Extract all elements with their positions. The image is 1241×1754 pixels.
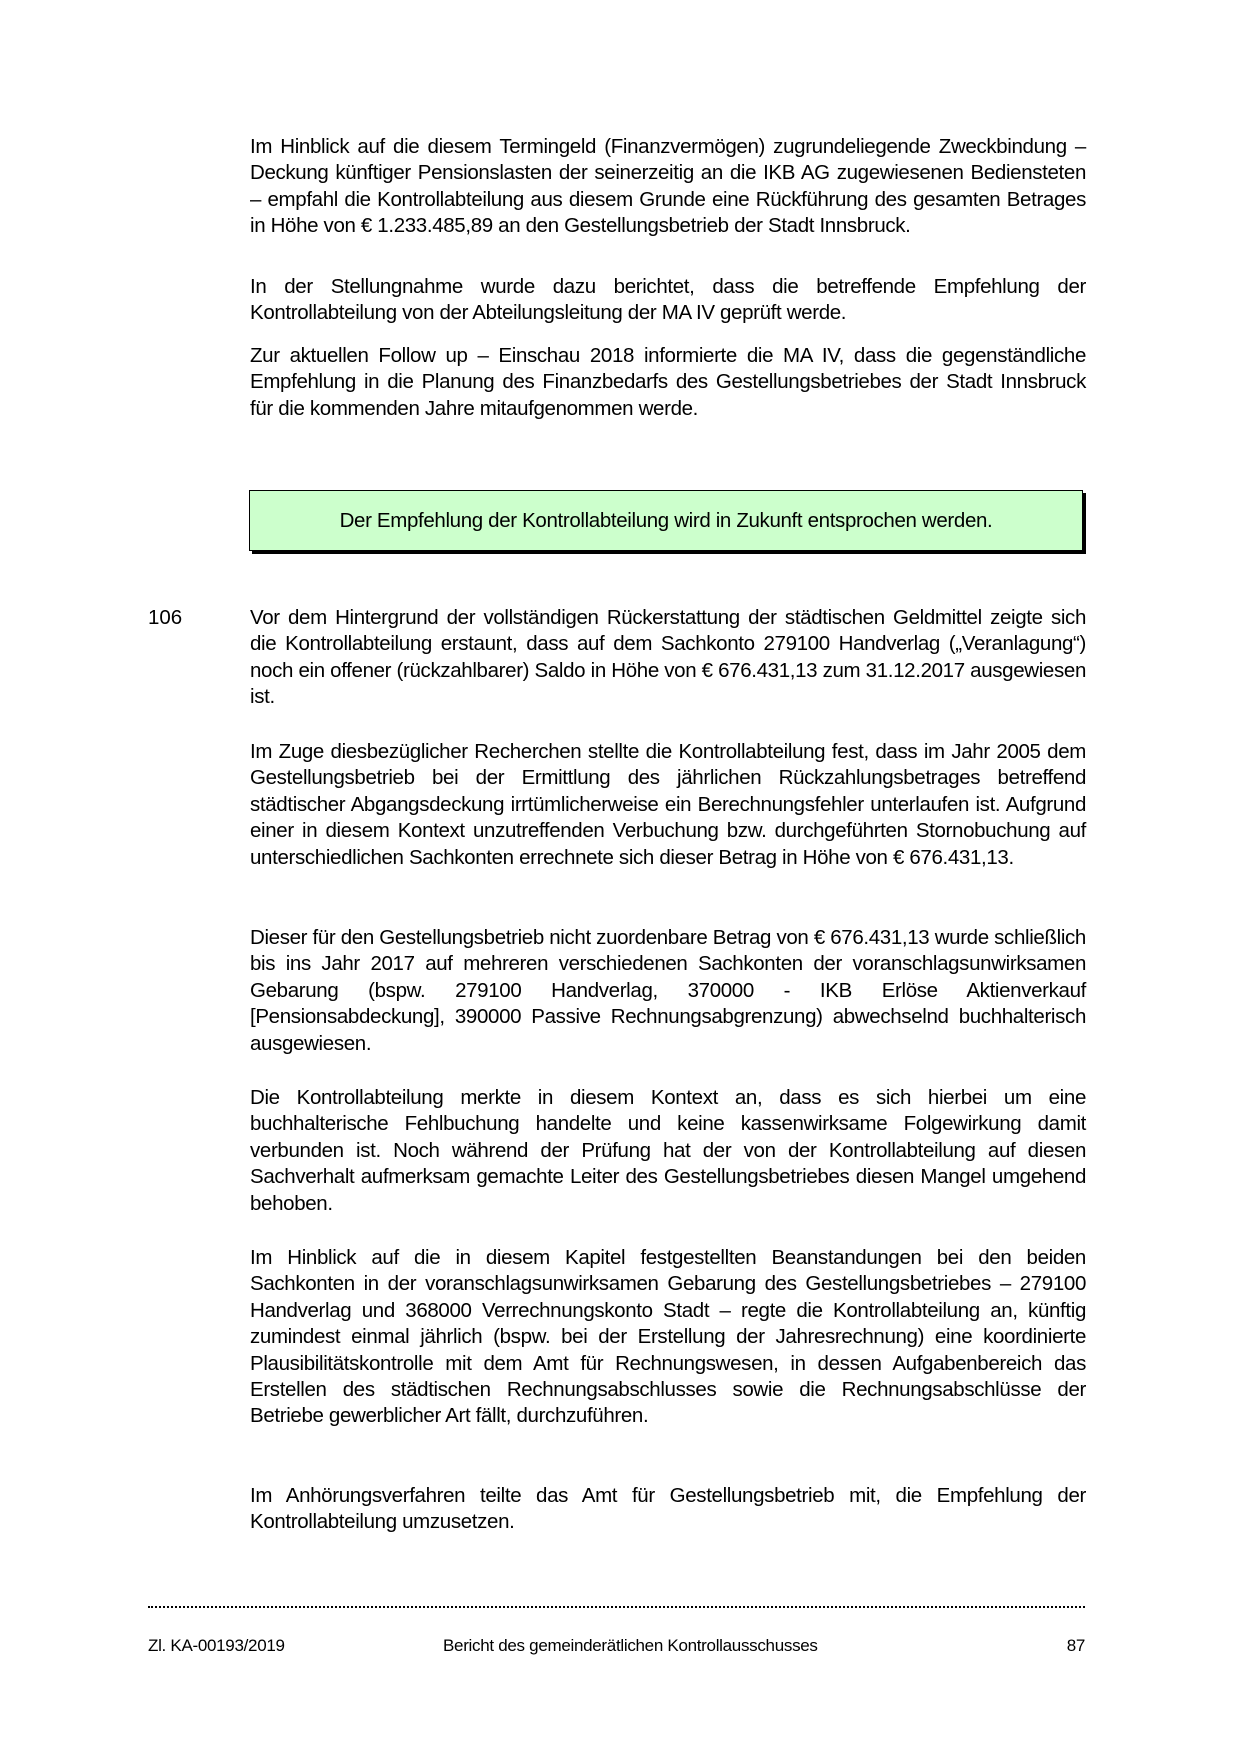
paragraph-statement: In der Stellungnahme wurde dazu berichtet, dass die betreffende Empfehlung der Kontrollabteilung von der Abteilungsleitung der MA IV geprüft werde. bbox=[250, 275, 1086, 325]
paragraph-plausibility-check: Im Hinblick auf die in diesem Kapitel festgestellten Beanstandungen bei den beiden Sachkonten in der voranschlagsunwirksamen Gebarung des Gestellungsbetriebes – 279100 Handverlag und 368000 Verrechnungskonto Stadt – regte die Kontrollabteilung an, künftig zumindest einmal jährlich (bspw. bei der Erstellung der Jahresrechnung) eine koordinierte Plausibilitätskontrolle mit dem Amt für Rechnungswesen, in dessen Aufgabenbereich das Erstellen des städtischen Rechnungsabschlusses sowie die Rechnungsabschlüsse der Betriebe gewerblicher Art fällt, durchzuführen. bbox=[250, 1246, 1086, 1428]
recommendation-text: Der Empfehlung der Kontrollabteilung wird in Zukunft entsprochen werden. bbox=[339, 508, 993, 532]
page-number: 87 bbox=[1066, 1636, 1085, 1655]
paragraph-unassignable-amount: Dieser für den Gestellungsbetrieb nicht zuordenbare Betrag von € 676.431,13 wurde schließlich bis ins Jahr 2017 auf mehreren verschiedenen Sachkonten der voranschlagsunwirksamen Gebarung (bspw. 279100 Handverlag, 370000 - IKB Erlöse Aktienverkauf [Pensionsabdeckung], 390000 Passive Rechnungsabgrenzung) abwechselnd buchhalterisch ausgewiesen. bbox=[250, 926, 1086, 1055]
paragraph-booking-error: Die Kontrollabteilung merkte in diesem Kontext an, dass es sich hierbei um eine buchhalterische Fehlbuchung handelte und keine kassenwirksame Folgewirkung damit verbunden ist. Noch während der Prüfung hat der von der Kontrollabteilung auf diesen Sachverhalt aufmerksam gemachte Leiter des Gestellungsbetriebes diesen Mangel umgehend behoben. bbox=[250, 1086, 1086, 1215]
footer-divider bbox=[148, 1606, 1085, 1608]
paragraph-section-106-intro: Vor dem Hintergrund der vollständigen Rückerstattung der städtischen Geldmittel zeigte sich die Kontrollabteilung erstaunt, dass auf dem Sachkonto 279100 Handverlag („Veranlagung“) noch ein offener (rückzahlbarer) Saldo in Höhe von € 676.431,13 zum 31.12.2017 ausgewiesen ist. bbox=[250, 606, 1086, 709]
paragraph-hearing-procedure: Im Anhörungsverfahren teilte das Amt für Gestellungsbetrieb mit, die Empfehlung der Kontrollabteilung umzusetzen. bbox=[250, 1484, 1086, 1534]
footer-title: Bericht des gemeinderätlichen Kontrollausschusses bbox=[443, 1636, 818, 1655]
paragraph-follow-up: Zur aktuellen Follow up – Einschau 2018 informierte die MA IV, dass die gegenständliche Empfehlung in die Planung des Finanzbedarfs des Gestellungsbetriebes der Stadt Innsbruck für die kommenden Jahre mitaufgenommen werde. bbox=[250, 344, 1086, 420]
recommendation-box bbox=[249, 490, 1083, 551]
paragraph-research-findings: Im Zuge diesbezüglicher Recherchen stellte die Kontrollabteilung fest, dass im Jahr 2005 dem Gestellungsbetrieb bei der Ermittlung des jährlichen Rückzahlungsbetrages betreffend städtischer Abgangsdeckung irrtümlicherweise ein Berechnungsfehler unterlaufen ist. Aufgrund einer in diesem Kontext unzutreffenden Verbuchung bzw. durchgeführten Stornobuchung auf unterschiedlichen Sachkonten errechnete sich dieser Betrag in Höhe von € 676.431,13. bbox=[250, 740, 1086, 869]
footer-reference: Zl. KA-00193/2019 bbox=[148, 1636, 285, 1655]
section-number: 106 bbox=[148, 606, 183, 629]
paragraph-pension-recommendation: Im Hinblick auf die diesem Termingeld (Finanzvermögen) zugrundeliegende Zweckbindung – Deckung künftiger Pensionslasten der seinerzeitig an die IKB AG zugewiesenen Bediensteten – empfahl die Kontrollabteilung aus diesem Grunde eine Rückführung des gesamten Betrages in Höhe von € 1.233.485,89 an den Gestellungsbetrieb der Stadt Innsbruck. bbox=[250, 135, 1086, 238]
page-footer bbox=[148, 1636, 1085, 1656]
